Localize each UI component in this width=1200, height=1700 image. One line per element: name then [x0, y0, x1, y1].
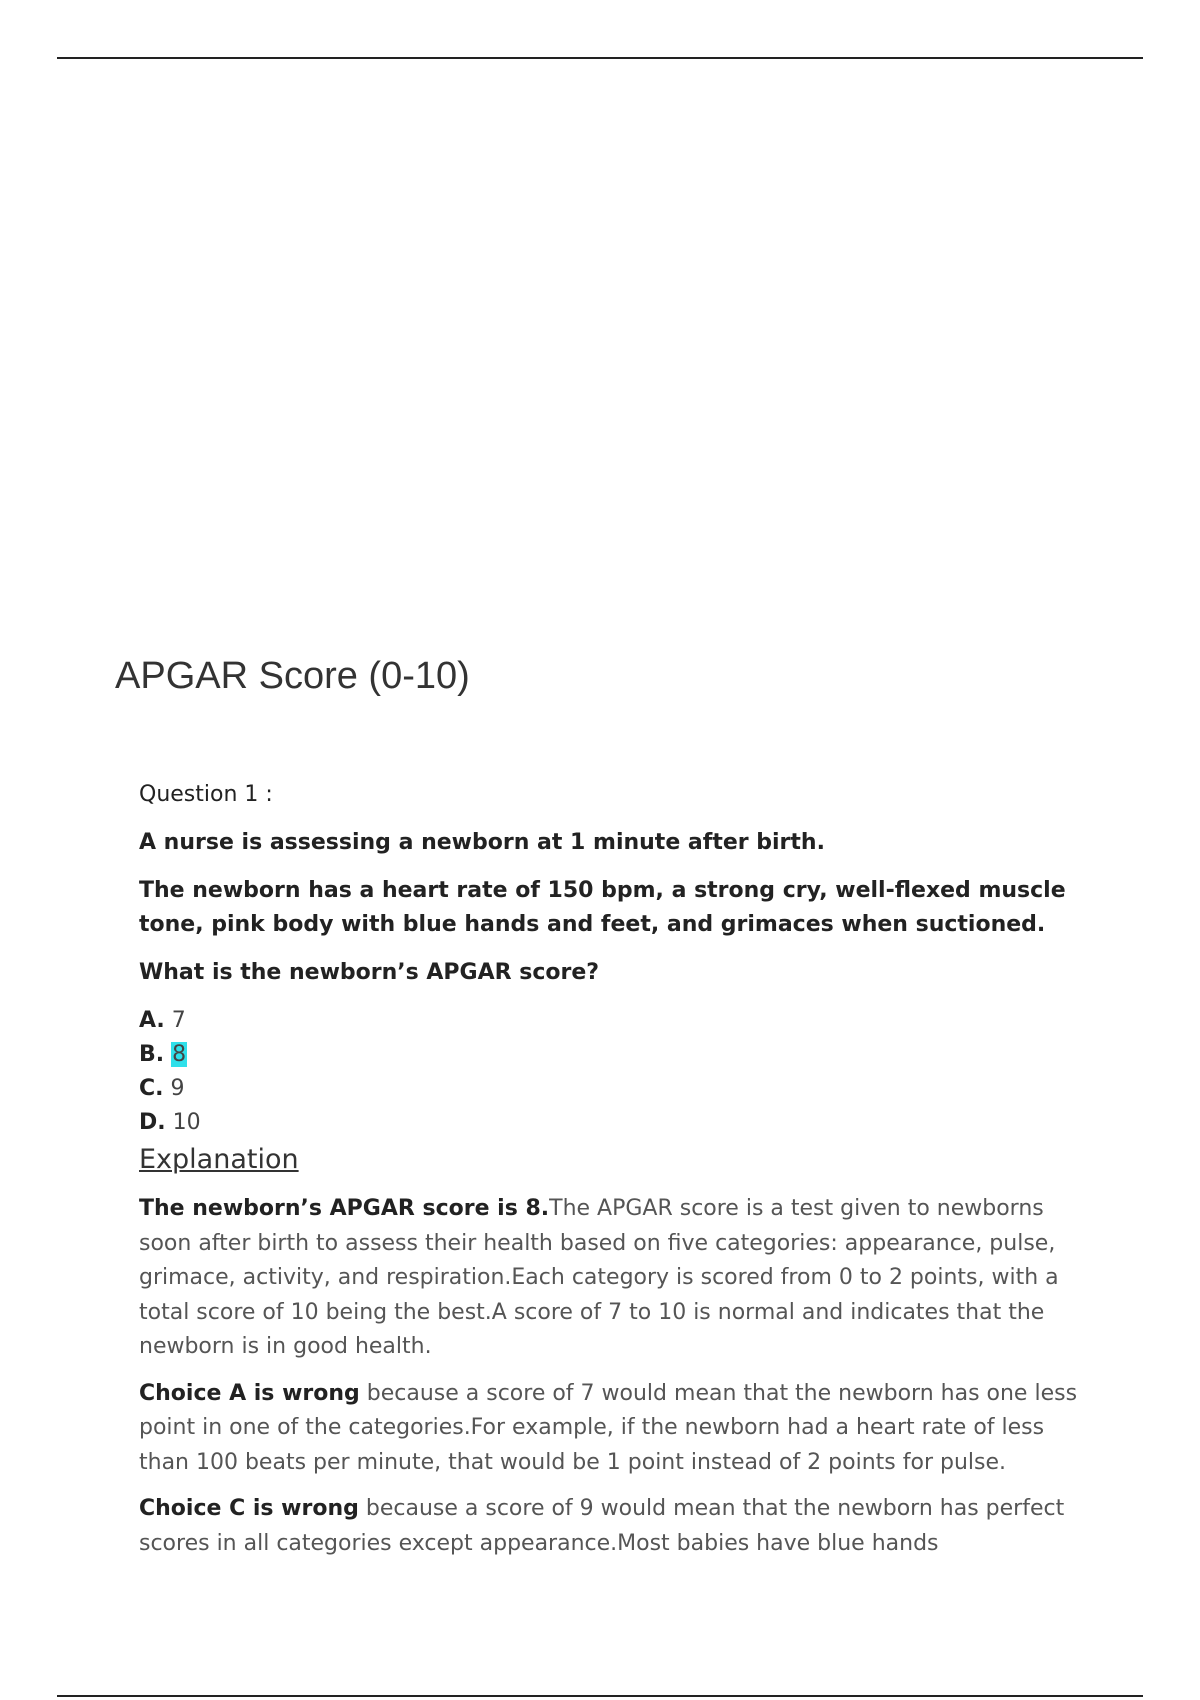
explanation-paragraph-2 [139, 1377, 1079, 1481]
explanation-paragraph-1 [139, 1192, 1079, 1365]
question-block [139, 778, 1079, 1561]
explanation-paragraph-3 [139, 1492, 1079, 1561]
option-value-highlighted: 8 [172, 1042, 187, 1067]
bottom-rule [57, 1695, 1143, 1697]
explanation-text: The APGAR score is a test given to newborns soon after birth to assess their health based on five categories: appearance, pulse, grimace, activity, and respiration.Each category is scored from 0 to 2 points, with a total score of 10 being the best.A score of 7 to 10 is normal and indicates that the newborn is in good health. [139, 1196, 1059, 1359]
explanation-heading: Explanation [139, 1144, 299, 1175]
option-value: 7 [171, 1008, 186, 1033]
question-stem-line-1: A nurse is assessing a newborn at 1 minute after birth. [139, 830, 825, 855]
option-letter: A. [139, 1008, 165, 1033]
option-value: 10 [172, 1110, 201, 1135]
option-letter: B. [139, 1042, 165, 1067]
option-d [139, 1106, 1079, 1140]
option-b [139, 1038, 1079, 1072]
question-label: Question 1 : [139, 782, 273, 807]
answer-options [139, 1004, 1079, 1140]
explanation-bold: Choice A is wrong [139, 1380, 360, 1406]
explanation-bold: The newborn’s APGAR score is 8. [139, 1196, 550, 1221]
option-letter: D. [139, 1110, 166, 1135]
explanation-text: because a score of 9 would mean that the newborn has perfect scores in all categories except appearance.Most babies have blue hands [139, 1496, 1065, 1556]
explanation-text: because a score of 7 would mean that the newborn has one less point in one of the categories.For example, if the newborn had a heart rate of less than 100 beats per minute, that would be 1 point instead of 2 points for pulse. [139, 1380, 1078, 1475]
option-a [139, 1004, 1079, 1038]
top-rule [57, 57, 1143, 59]
page-title: APGAR Score (0-10) [115, 655, 470, 697]
option-letter: C. [139, 1076, 164, 1101]
option-c [139, 1072, 1079, 1106]
option-value: 9 [170, 1076, 185, 1101]
explanation-bold: Choice C is wrong [139, 1496, 359, 1521]
question-stem-line-2: The newborn has a heart rate of 150 bpm, a strong cry, well-flexed muscle tone, pink body with blue hands and feet, and grimaces when suctioned. [139, 878, 1066, 937]
question-prompt: What is the newborn’s APGAR score? [139, 960, 600, 985]
